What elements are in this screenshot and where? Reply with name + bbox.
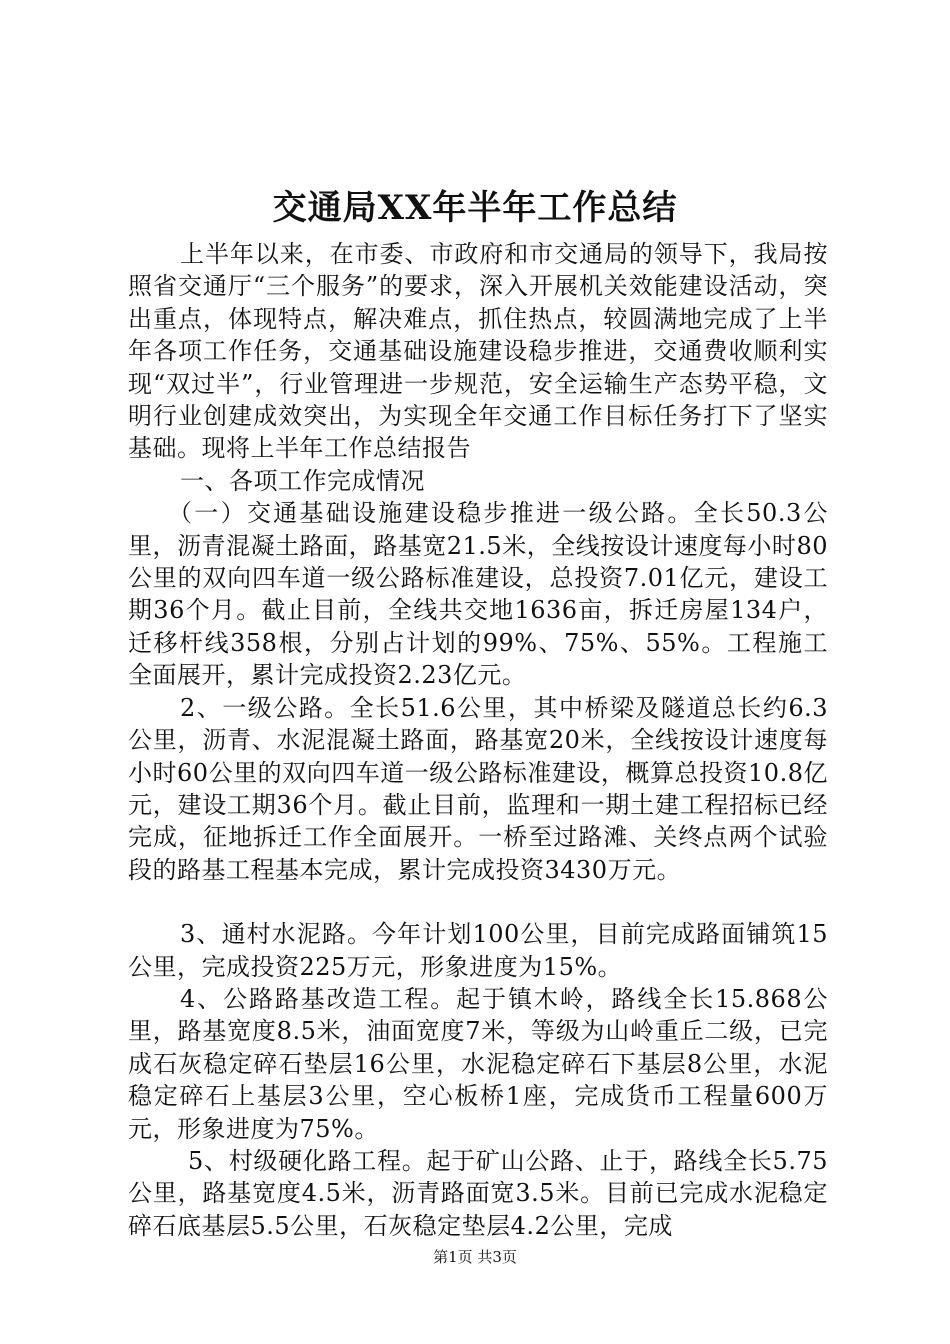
document-title: 交通局XX年半年工作总结 — [272, 188, 678, 228]
paragraph-item-5: 5、村级硬化路工程。起于矿山公路、止于，路线全长5.75公里，路基宽度4.5米，沥青路面宽3.5米。目前已完成水泥稳定碎石底基层5.5公里，石灰稳定垫层4.2公里，完成 — [128, 1146, 828, 1240]
paragraph-item-2: 2、一级公路。全长51.6公里，其中桥梁及隧道总长约6.3公里，沥青、水泥混凝土路面，路基宽20米，全线按设计速度每小时60公里的双向四车道一级公路标准建设，概算总投资10.8亿元，建设工期36个月。截止目前，监理和一期土建工程招标已经完成，征地拆迁工作全面展开。一桥至过路滩、关终点两个试验段的路基工程基本完成，累计完成投资3430万元。 — [128, 693, 828, 884]
page-number: 第1页 共3页 — [433, 1248, 517, 1266]
paragraph-item-4: 4、公路路基改造工程。起于镇木岭，路线全长15.868公里，路基宽度8.5米，油面宽度7米，等级为山岭重丘二级，已完成石灰稳定碎石垫层16公里，水泥稳定碎石下基层8公里，水泥稳定碎石上基层3公里，空心板桥1座，完成货币工程量600万元，形象进度为75%。 — [128, 984, 828, 1143]
document-body — [128, 238, 828, 1242]
section-heading: 一、各项工作完成情况 — [180, 466, 425, 495]
paragraph-intro: 上半年以来，在市委、市政府和市交通局的领导下，我局按照省交通厅“三个服务”的要求，深入开展机关效能建设活动，突出重点，体现特点，解决难点，抓住热点，较圆满地完成了上半年各项工作任务，交通基础设施建设稳步推进，交通费收顺利实现“双过半”，行业管理进一步规范，安全运输生产态势平稳，文明行业创建成效突出，为实现全年交通工作目标任务打下了坚实基础。现将上半年工作总结报告 — [128, 240, 828, 463]
paragraph-item-3: 3、通村水泥路。今年计划100公里，目前完成路面铺筑15公里，完成投资225万元，形象进度为15%。 — [128, 920, 828, 981]
paragraph-gap — [128, 886, 828, 918]
paragraph-item-1: （一）交通基础设施建设稳步推进一级公路。全长50.3公里，沥青混凝土路面，路基宽21.5米，全线按设计速度每小时80公里的双向四车道一级公路标准建设，总投资7.01亿元，建设工期36个月。截止目前，全线共交地1636亩，拆迁房屋134户，迁移杆线358根，分别占计划的99%、75%、55%。工程施工全面展开，累计完成投资2.23亿元。 — [128, 499, 828, 690]
